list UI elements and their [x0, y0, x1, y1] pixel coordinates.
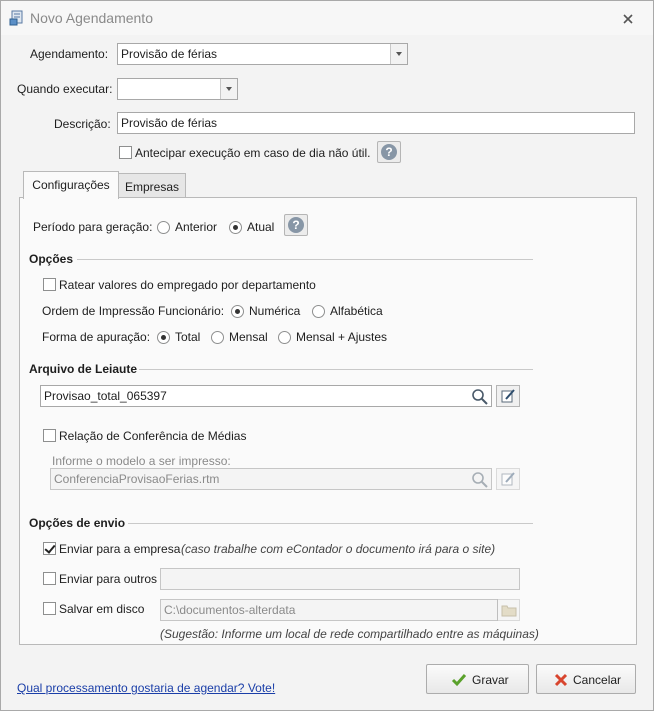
- enviar-outros-label: Enviar para outros: [59, 572, 158, 586]
- salvar-disco-input[interactable]: [160, 599, 498, 621]
- periodo-label: Período para geração:: [33, 220, 153, 234]
- ordem-numerica-radio[interactable]: [231, 305, 244, 318]
- ordem-alfabetica-label: Alfabética: [330, 304, 383, 318]
- title-bar: [1, 1, 653, 35]
- agendamento-label: Agendamento:: [30, 47, 109, 61]
- arquivo-leiaute-divider: [139, 369, 533, 370]
- tab-empresas[interactable]: Empresas: [118, 173, 186, 199]
- edit-leiaute-button[interactable]: [496, 385, 520, 407]
- search-icon[interactable]: [471, 388, 489, 405]
- arquivo-leiaute-input[interactable]: [40, 385, 492, 407]
- edit-modelo-button[interactable]: [496, 468, 520, 490]
- enviar-empresa-label: Enviar para a empresa: [59, 542, 181, 556]
- folder-icon: [501, 603, 517, 617]
- ordem-numerica-label: Numérica: [249, 304, 301, 318]
- quando-executar-label: Quando executar:: [17, 82, 113, 96]
- ratear-checkbox[interactable]: [43, 278, 56, 291]
- periodo-atual-radio[interactable]: [229, 221, 242, 234]
- agendamento-combo[interactable]: [117, 43, 408, 65]
- enviar-outros-input[interactable]: [160, 568, 520, 590]
- gravar-label: Gravar: [472, 673, 509, 687]
- browse-folder-button[interactable]: [497, 599, 520, 621]
- cancelar-label: Cancelar: [573, 673, 622, 687]
- opcoes-divider: [77, 259, 533, 260]
- opcoes-section-title: Opções: [29, 252, 74, 266]
- enviar-empresa-hint: (caso trabalhe com eContador o documento irá para o site): [181, 542, 496, 556]
- antecipar-help-button[interactable]: [377, 141, 401, 163]
- descricao-label: Descrição:: [54, 117, 111, 131]
- forma-mensal-ajustes-radio[interactable]: [278, 331, 291, 344]
- modelo-label: Informe o modelo a ser impresso:: [52, 454, 231, 468]
- relacao-conferencia-checkbox[interactable]: [43, 429, 56, 442]
- opcoes-envio-section-title: Opções de envio: [29, 516, 126, 530]
- antecipar-checkbox[interactable]: [119, 146, 132, 159]
- arquivo-leiaute-section-title: Arquivo de Leiaute: [29, 362, 138, 376]
- agendamento-value: Provisão de férias: [121, 47, 218, 61]
- chevron-down-icon[interactable]: [220, 79, 237, 99]
- salvar-disco-value: C:\documentos-alterdata: [164, 603, 296, 617]
- descricao-input[interactable]: [117, 112, 635, 134]
- cancelar-button[interactable]: [536, 664, 636, 694]
- close-icon[interactable]: [621, 12, 635, 26]
- chevron-down-icon[interactable]: [390, 44, 407, 64]
- periodo-anterior-label: Anterior: [175, 220, 218, 234]
- periodo-help-button[interactable]: [284, 214, 308, 236]
- forma-mensal-ajustes-label: Mensal + Ajustes: [296, 330, 388, 344]
- descricao-value: Provisão de férias: [121, 116, 218, 130]
- forma-total-radio[interactable]: [157, 331, 170, 344]
- salvar-disco-label: Salvar em disco: [59, 602, 145, 616]
- edit-icon: [500, 471, 516, 487]
- help-icon: ?: [288, 217, 304, 233]
- gravar-button[interactable]: [426, 664, 529, 694]
- antecipar-label: Antecipar execução em caso de dia não útil.: [135, 146, 371, 160]
- forma-total-label: Total: [175, 330, 201, 344]
- periodo-atual-label: Atual: [247, 220, 275, 234]
- arquivo-leiaute-value: Provisao_total_065397: [44, 389, 167, 403]
- window-title: Novo Agendamento: [30, 10, 153, 26]
- check-icon: [451, 672, 467, 688]
- ordem-alfabetica-radio[interactable]: [312, 305, 325, 318]
- relacao-conferencia-label: Relação de Conferência de Médias: [59, 429, 247, 443]
- quando-executar-combo[interactable]: [117, 78, 238, 100]
- forma-mensal-label: Mensal: [229, 330, 268, 344]
- ordem-impressao-label: Ordem de Impressão Funcionário:: [42, 304, 225, 318]
- modelo-input[interactable]: [50, 468, 492, 490]
- help-icon: ?: [381, 144, 397, 160]
- app-icon: [9, 10, 25, 26]
- forma-apuracao-label: Forma de apuração:: [42, 330, 151, 344]
- opcoes-envio-divider: [128, 523, 533, 524]
- edit-icon: [500, 388, 516, 404]
- modelo-value: ConferenciaProvisaoFerias.rtm: [54, 472, 220, 486]
- salvar-disco-checkbox[interactable]: [43, 602, 56, 615]
- cancel-icon: [553, 672, 569, 688]
- enviar-outros-checkbox[interactable]: [43, 572, 56, 585]
- forma-mensal-radio[interactable]: [211, 331, 224, 344]
- vote-link[interactable]: Qual processamento gostaria de agendar? Vote!: [17, 681, 276, 695]
- search-icon[interactable]: [471, 471, 489, 488]
- tab-configuracoes[interactable]: Configurações: [23, 171, 119, 199]
- sugestao-hint: (Sugestão: Informe um local de rede compartilhado entre as máquinas): [160, 627, 539, 641]
- periodo-anterior-radio[interactable]: [157, 221, 170, 234]
- ratear-label: Ratear valores do empregado por departamento: [59, 278, 316, 292]
- enviar-empresa-checkbox[interactable]: [43, 542, 56, 555]
